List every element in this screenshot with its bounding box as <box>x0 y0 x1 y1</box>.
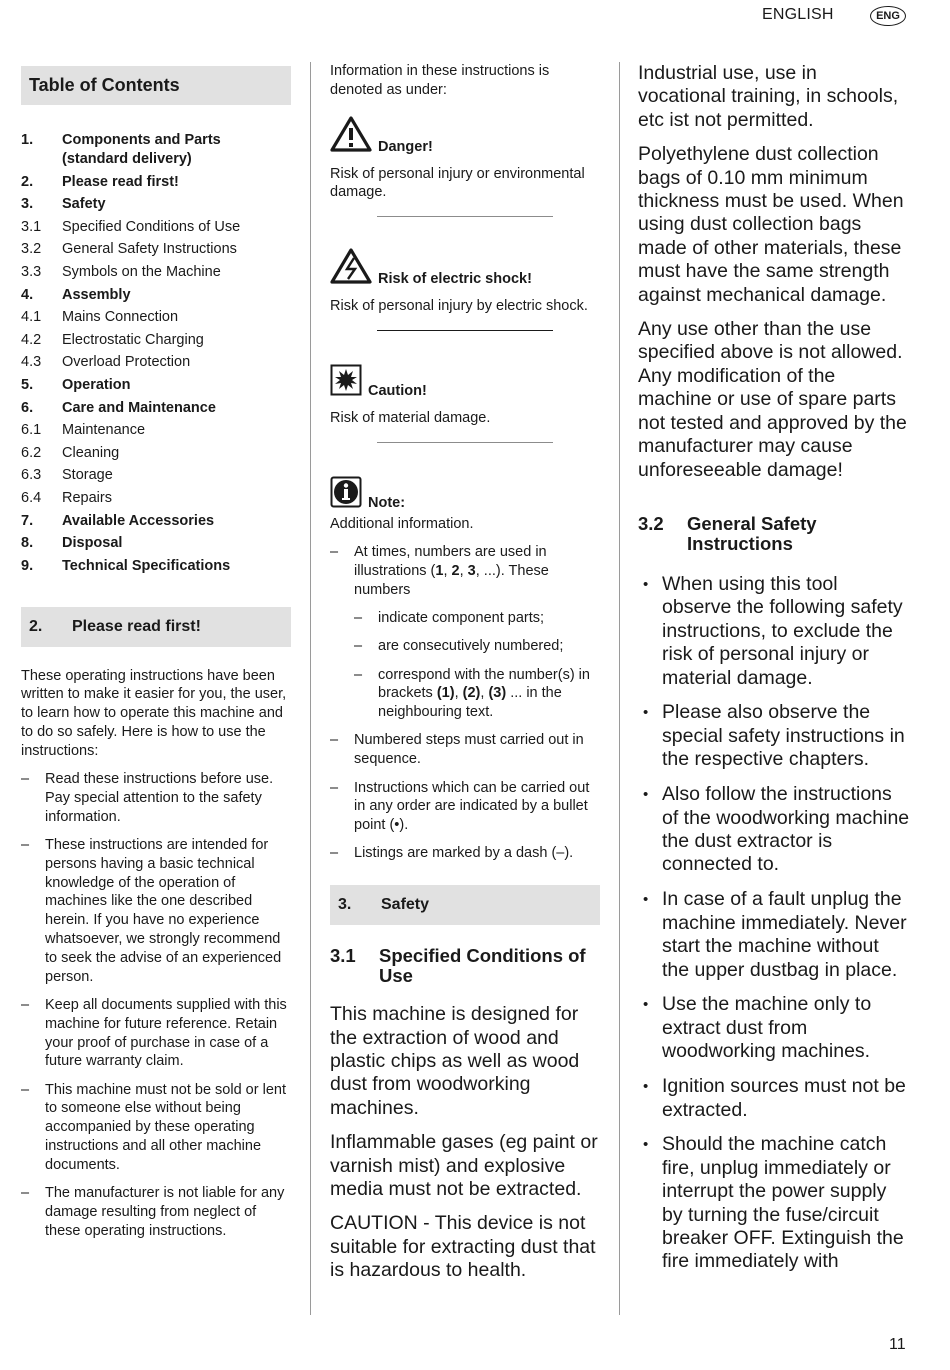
list-item: – The manufacturer is not liable for any damage resulting from neglect of these operating instructions. <box>21 1184 291 1240</box>
toc-item-number: 6. <box>21 399 34 416</box>
paragraph: CAUTION - This device is not suitable for extracting dust that is hazardous to health. <box>330 1212 596 1282</box>
toc-item <box>21 308 291 327</box>
list-item: – indicate component parts; <box>354 609 600 628</box>
section-2-number: 2. <box>29 617 43 635</box>
column-divider-right <box>619 62 620 1315</box>
list-item: – correspond with the number(s) in brackets (1), (2), (3) ... in the neighbouring text. <box>354 666 600 722</box>
toc-item <box>21 444 291 463</box>
paragraph: Industrial use, use in vocational training, in schools, etc ist not permitted. <box>638 62 899 131</box>
separator <box>377 330 553 331</box>
section-3-number: 3. <box>338 896 352 914</box>
caution-heading <box>330 364 600 400</box>
list-item: • When using this tool observe the following safety instructions, to exclude the risk of personal injury or material damage. <box>638 573 910 690</box>
toc-item <box>21 286 291 305</box>
read-first-list <box>21 770 291 1240</box>
toc-item-number: 4.3 <box>21 354 42 371</box>
toc-item-label: Operation <box>62 376 131 393</box>
list-item: – At times, numbers are used in illustrations (1, 2, 3, ...). These numbers – indicate component parts; – are consecutively numbered; – correspond with the number(s) in brackets (1), (2), (3) ... in the neighbouring text. <box>330 543 600 722</box>
caution-burst-icon <box>330 364 362 400</box>
toc-item-label: Assembly <box>62 286 131 303</box>
toc-item <box>21 173 291 192</box>
toc-item-number: 2. <box>21 173 34 190</box>
caution-label: Caution! <box>368 382 427 399</box>
paragraph: Polyethylene dust collection bags of 0.10 mm minimum thickness must be used. When using dust collection bags made of other materials, these must have the same strength against mechanical damage. <box>638 143 904 306</box>
section-3-1-body-continued <box>638 62 910 482</box>
toc-item-label: Overload Protection <box>62 354 191 371</box>
toc-item <box>21 331 291 350</box>
toc-item-label: Care and Maintenance <box>62 399 216 416</box>
toc-item-number: 3.3 <box>21 263 42 280</box>
toc-item-label: Safety <box>62 196 106 213</box>
section-3-1-heading: 3.1 Specified Conditions of Use <box>330 945 586 987</box>
toc-item-label: Cleaning <box>62 444 120 461</box>
list-item: • In case of a fault unplug the machine immediately. Never start the machine without the upper dustbag in place. <box>638 888 910 982</box>
toc-item-number: 4.1 <box>21 309 42 326</box>
caution-text: Risk of material damage. <box>330 409 491 426</box>
toc-item-label: Available Accessories <box>62 512 215 529</box>
list-item: • Please also observe the special safety instructions in the respective chapters. <box>638 701 910 771</box>
toc-item-number: 6.1 <box>21 422 42 439</box>
danger-label: Danger! <box>378 138 433 155</box>
column-divider-left <box>310 62 311 1315</box>
shock-heading <box>330 248 600 288</box>
toc-item <box>21 421 291 440</box>
section-2-header <box>21 607 291 647</box>
toc-item <box>21 218 291 237</box>
toc-item-label: Specified Conditions of Use <box>62 218 241 235</box>
section-3-1-body <box>330 1003 600 1282</box>
list-item: – Numbered steps must carried out in sequence. <box>330 731 600 769</box>
electric-shock-icon <box>330 248 372 288</box>
column-1 <box>21 62 291 1241</box>
toc-item-number: 3.2 <box>21 241 42 258</box>
column-2 <box>330 62 600 1283</box>
toc-list <box>21 131 291 576</box>
list-item: • Ignition sources must not be extracted. <box>638 1075 910 1122</box>
toc-item-label: Mains Connection <box>62 309 179 326</box>
toc-item <box>21 399 291 418</box>
info-icon <box>330 476 362 512</box>
symbols-intro: Information in these instructions is denoted as under: <box>330 63 550 98</box>
danger-text: Risk of personal injury or environmental damage. <box>330 165 585 201</box>
toc-title: Table of Contents <box>29 75 180 95</box>
toc-item-label: Electrostatic Charging <box>62 331 204 348</box>
conventions-list <box>330 543 600 863</box>
warning-triangle-icon <box>330 116 372 156</box>
list-item: – This machine must not be sold or lent to someone else without being accompanied by these operating instructions and all other machine documents. <box>21 1081 291 1175</box>
list-item: – Listings are marked by a dash (–). <box>330 844 600 863</box>
toc-item <box>21 466 291 485</box>
toc-item-number: 9. <box>21 557 34 574</box>
list-item: • Also follow the instructions of the woodworking machine the dust extractor is connected to. <box>638 783 910 877</box>
toc-item <box>21 240 291 259</box>
language-label: ENGLISH <box>762 6 834 23</box>
toc-item-label: Repairs <box>62 489 112 506</box>
section-3-header <box>330 885 600 925</box>
toc-item <box>21 376 291 395</box>
numbers-sub-list <box>354 609 600 722</box>
page-number: 11 <box>889 1336 906 1353</box>
toc-item-number: 6.4 <box>21 489 42 506</box>
section-3-title: Safety <box>381 896 430 914</box>
toc-item-number: 1. <box>21 132 34 148</box>
danger-heading <box>330 116 600 156</box>
separator <box>377 442 553 443</box>
toc-item-number: 5. <box>21 376 34 393</box>
toc-item-number: 3.1 <box>21 218 42 235</box>
separator <box>377 216 553 217</box>
section-3-2-heading: 3.2 General Safety Instructions <box>638 512 817 554</box>
toc-item-number: 8. <box>21 535 34 552</box>
note-heading <box>330 476 600 512</box>
toc-item-number: 4. <box>21 286 34 303</box>
note-label: Note: <box>368 494 406 511</box>
paragraph: Inflammable gases (eg paint or varnish mist) and explosive media must not be extracted. <box>330 1131 598 1201</box>
note-text: Additional information. <box>330 515 474 532</box>
shock-text: Risk of personal injury by electric shock. <box>330 298 588 315</box>
toc-item-number: 4.2 <box>21 331 42 348</box>
toc-item <box>21 512 291 531</box>
column-3 <box>638 62 910 1285</box>
toc-item-label: Components and Parts (standard delivery) <box>62 132 221 167</box>
toc-item-label: Please read first! <box>62 173 179 190</box>
safety-bullets <box>638 573 910 1274</box>
toc-item-label: Technical Specifications <box>62 557 231 574</box>
section-2-title: Please read first! <box>72 617 201 635</box>
toc-item-label: Storage <box>62 467 113 484</box>
toc-item <box>21 534 291 553</box>
toc-item <box>21 263 291 282</box>
toc-item <box>21 195 291 214</box>
list-item: – These instructions are intended for persons having a basic technical knowledge of the operation of machines like the one described herein. If you have no experience whatsoever, we strongly recommend to seek the advise of an experienced person. <box>21 836 291 986</box>
shock-label: Risk of electric shock! <box>378 271 532 288</box>
read-first-intro: These operating instructions have been written to make it easier for you, the user, to learn how to operate this machine and to do so safely. Here is how to use the instructions: <box>21 667 287 759</box>
toc-header <box>21 66 291 105</box>
toc-item <box>21 489 291 508</box>
paragraph: This machine is designed for the extraction of wood and plastic chips as well as wood dust from woodworking machines. <box>330 1003 580 1119</box>
language-badge: ENG <box>870 6 906 26</box>
toc-item <box>21 131 291 169</box>
toc-item <box>21 557 291 576</box>
toc-item-label: Maintenance <box>62 422 146 439</box>
toc-item-label: Disposal <box>62 535 123 552</box>
toc-item-number: 7. <box>21 512 34 529</box>
list-item: – are consecutively numbered; <box>354 637 600 656</box>
toc-item-label: General Safety Instructions <box>62 241 237 258</box>
toc-item <box>21 353 291 372</box>
paragraph: Any use other than the use specified above is not allowed. Any modification of the machine or use of spare parts not tested and approved by the manufacturer may cause unforeseeable damage! <box>638 318 907 481</box>
list-item: • Should the machine catch fire, unplug immediately or interrupt the power supply by turning the fuse/circuit breaker OFF. Extinguish the fire immediately with <box>638 1133 910 1273</box>
list-item: • Use the machine only to extract dust from woodworking machines. <box>638 993 910 1063</box>
list-item: – Keep all documents supplied with this machine for future reference. Retain your proof of purchase in case of a future warranty claim. <box>21 996 291 1071</box>
toc-item-number: 6.2 <box>21 444 42 461</box>
list-item: – Instructions which can be carried out in any order are indicated by a bullet point (•). <box>330 779 600 835</box>
toc-item-number: 3. <box>21 196 34 213</box>
list-item: – Read these instructions before use. Pay special attention to the safety information. <box>21 770 291 826</box>
toc-item-label: Symbols on the Machine <box>62 263 221 280</box>
toc-item-number: 6.3 <box>21 467 42 484</box>
